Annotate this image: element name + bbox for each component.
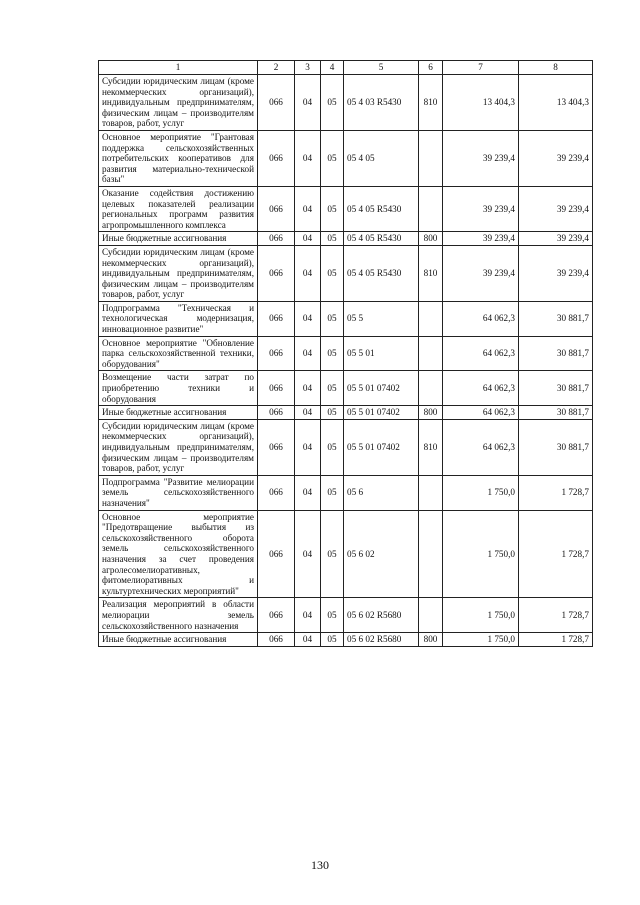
table-row — [99, 475, 593, 510]
cell-section: 04 — [295, 75, 321, 131]
cell-expense-type: 810 — [419, 419, 443, 475]
cell-amount-2019: 1 750,0 — [443, 598, 519, 633]
cell-name: Оказание содействия достижению целевых показателей реализации региональных программ развития агропромышленного комплекса — [99, 186, 258, 231]
column-header-2: 2 — [258, 61, 295, 75]
table-row — [99, 419, 593, 475]
cell-amount-2020: 30 881,7 — [519, 419, 593, 475]
column-header-8: 8 — [519, 61, 593, 75]
cell-ministry: 066 — [258, 371, 295, 406]
cell-amount-2019: 64 062,3 — [443, 371, 519, 406]
column-header-3: 3 — [295, 61, 321, 75]
cell-expense-type — [419, 475, 443, 510]
cell-subsection: 05 — [321, 301, 344, 336]
cell-subsection: 05 — [321, 598, 344, 633]
page-number: 130 — [311, 858, 329, 872]
cell-name: Подпрограмма "Развитие мелиорации земель сельскохозяйственного назначения" — [99, 475, 258, 510]
cell-amount-2020: 1 728,7 — [519, 475, 593, 510]
cell-ministry: 066 — [258, 75, 295, 131]
cell-ministry: 066 — [258, 301, 295, 336]
cell-amount-2020: 1 728,7 — [519, 633, 593, 647]
cell-subsection: 05 — [321, 406, 344, 420]
table-row — [99, 75, 593, 131]
table-row — [99, 186, 593, 231]
cell-target-article: 05 6 02 — [344, 510, 419, 598]
cell-name: Субсидии юридическим лицам (кроме некоммерческих организаций), индивидуальным предпринимателям, физическим лицам – производителям товаров, работ, услуг — [99, 419, 258, 475]
cell-name: Возмещение части затрат по приобретению техники и оборудования — [99, 371, 258, 406]
cell-name: Реализация мероприятий в области мелиорации земель сельскохозяйственного назначения — [99, 598, 258, 633]
cell-section: 04 — [295, 245, 321, 301]
cell-amount-2019: 1 750,0 — [443, 475, 519, 510]
cell-ministry: 066 — [258, 510, 295, 598]
column-header-5: 5 — [344, 61, 419, 75]
cell-amount-2020: 30 881,7 — [519, 301, 593, 336]
cell-amount-2019: 64 062,3 — [443, 419, 519, 475]
cell-amount-2019: 1 750,0 — [443, 510, 519, 598]
cell-amount-2019: 13 404,3 — [443, 75, 519, 131]
cell-ministry: 066 — [258, 419, 295, 475]
cell-section: 04 — [295, 633, 321, 647]
table-row — [99, 232, 593, 246]
cell-target-article: 05 4 03 R5430 — [344, 75, 419, 131]
cell-ministry: 066 — [258, 336, 295, 371]
cell-target-article: 05 5 — [344, 301, 419, 336]
cell-subsection: 05 — [321, 510, 344, 598]
table-row — [99, 336, 593, 371]
column-header-4: 4 — [321, 61, 344, 75]
cell-ministry: 066 — [258, 633, 295, 647]
table-header-row — [99, 61, 593, 75]
cell-amount-2019: 64 062,3 — [443, 301, 519, 336]
cell-section: 04 — [295, 598, 321, 633]
cell-section: 04 — [295, 475, 321, 510]
table-row — [99, 301, 593, 336]
cell-section: 04 — [295, 336, 321, 371]
cell-section: 04 — [295, 301, 321, 336]
cell-target-article: 05 4 05 R5430 — [344, 232, 419, 246]
cell-amount-2020: 30 881,7 — [519, 336, 593, 371]
cell-section: 04 — [295, 232, 321, 246]
cell-subsection: 05 — [321, 633, 344, 647]
table-body — [99, 75, 593, 647]
cell-target-article: 05 5 01 07402 — [344, 419, 419, 475]
cell-expense-type: 800 — [419, 406, 443, 420]
cell-target-article: 05 6 02 R5680 — [344, 633, 419, 647]
cell-amount-2020: 39 239,4 — [519, 232, 593, 246]
cell-target-article: 05 5 01 07402 — [344, 371, 419, 406]
cell-amount-2019: 39 239,4 — [443, 245, 519, 301]
cell-ministry: 066 — [258, 232, 295, 246]
table-row — [99, 371, 593, 406]
cell-name: Иные бюджетные ассигнования — [99, 232, 258, 246]
cell-expense-type: 810 — [419, 75, 443, 131]
cell-name: Субсидии юридическим лицам (кроме некоммерческих организаций), индивидуальным предпринимателям, физическим лицам – производителям товаров, работ, услуг — [99, 75, 258, 131]
column-header-6: 6 — [419, 61, 443, 75]
table-row — [99, 130, 593, 186]
cell-amount-2019: 64 062,3 — [443, 336, 519, 371]
cell-subsection: 05 — [321, 75, 344, 131]
cell-amount-2019: 1 750,0 — [443, 633, 519, 647]
cell-subsection: 05 — [321, 419, 344, 475]
cell-amount-2020: 30 881,7 — [519, 406, 593, 420]
cell-expense-type — [419, 510, 443, 598]
cell-expense-type: 800 — [419, 633, 443, 647]
cell-expense-type: 800 — [419, 232, 443, 246]
cell-amount-2019: 39 239,4 — [443, 186, 519, 231]
cell-amount-2020: 30 881,7 — [519, 371, 593, 406]
cell-target-article: 05 6 — [344, 475, 419, 510]
cell-name: Иные бюджетные ассигнования — [99, 633, 258, 647]
cell-amount-2020: 1 728,7 — [519, 510, 593, 598]
table-row — [99, 245, 593, 301]
cell-amount-2020: 39 239,4 — [519, 130, 593, 186]
cell-amount-2020: 39 239,4 — [519, 245, 593, 301]
cell-name: Иные бюджетные ассигнования — [99, 406, 258, 420]
column-header-1: 1 — [99, 61, 258, 75]
cell-subsection: 05 — [321, 245, 344, 301]
cell-subsection: 05 — [321, 130, 344, 186]
cell-target-article: 05 5 01 — [344, 336, 419, 371]
cell-ministry: 066 — [258, 186, 295, 231]
cell-subsection: 05 — [321, 336, 344, 371]
column-header-7: 7 — [443, 61, 519, 75]
cell-amount-2020: 39 239,4 — [519, 186, 593, 231]
cell-ministry: 066 — [258, 406, 295, 420]
cell-target-article: 05 5 01 07402 — [344, 406, 419, 420]
budget-table — [98, 60, 593, 647]
table-row — [99, 406, 593, 420]
cell-subsection: 05 — [321, 475, 344, 510]
cell-subsection: 05 — [321, 186, 344, 231]
cell-subsection: 05 — [321, 371, 344, 406]
cell-target-article: 05 4 05 R5430 — [344, 245, 419, 301]
cell-ministry: 066 — [258, 475, 295, 510]
cell-expense-type — [419, 186, 443, 231]
cell-ministry: 066 — [258, 245, 295, 301]
cell-amount-2019: 39 239,4 — [443, 232, 519, 246]
cell-expense-type — [419, 598, 443, 633]
cell-ministry: 066 — [258, 130, 295, 186]
cell-amount-2019: 64 062,3 — [443, 406, 519, 420]
cell-ministry: 066 — [258, 598, 295, 633]
cell-expense-type — [419, 336, 443, 371]
cell-amount-2020: 1 728,7 — [519, 598, 593, 633]
cell-section: 04 — [295, 406, 321, 420]
cell-section: 04 — [295, 371, 321, 406]
cell-name: Подпрограмма "Техническая и технологическая модернизация, инновационное развитие" — [99, 301, 258, 336]
cell-section: 04 — [295, 130, 321, 186]
cell-section: 04 — [295, 186, 321, 231]
cell-target-article: 05 6 02 R5680 — [344, 598, 419, 633]
table-row — [99, 510, 593, 598]
table-row — [99, 633, 593, 647]
cell-subsection: 05 — [321, 232, 344, 246]
cell-section: 04 — [295, 510, 321, 598]
cell-target-article: 05 4 05 — [344, 130, 419, 186]
cell-expense-type: 810 — [419, 245, 443, 301]
cell-amount-2019: 39 239,4 — [443, 130, 519, 186]
cell-name: Основное мероприятие "Предотвращение выбытия из сельскохозяйственного оборота земель сельскохозяйственного назначения за счет проведения агролесомелиоративных, фитомелиоративных и культуртехнических мероприятий" — [99, 510, 258, 598]
cell-target-article: 05 4 05 R5430 — [344, 186, 419, 231]
cell-expense-type — [419, 130, 443, 186]
cell-name: Основное мероприятие "Обновление парка сельскохозяйственной техники, оборудования" — [99, 336, 258, 371]
cell-expense-type — [419, 301, 443, 336]
table-row — [99, 598, 593, 633]
cell-name: Субсидии юридическим лицам (кроме некоммерческих организаций), индивидуальным предпринимателям, физическим лицам – производителям товаров, работ, услуг — [99, 245, 258, 301]
cell-amount-2020: 13 404,3 — [519, 75, 593, 131]
cell-section: 04 — [295, 419, 321, 475]
cell-name: Основное мероприятие "Грантовая поддержка сельскохозяйственных потребительских кооперативов для развития материально-технической базы" — [99, 130, 258, 186]
cell-expense-type — [419, 371, 443, 406]
